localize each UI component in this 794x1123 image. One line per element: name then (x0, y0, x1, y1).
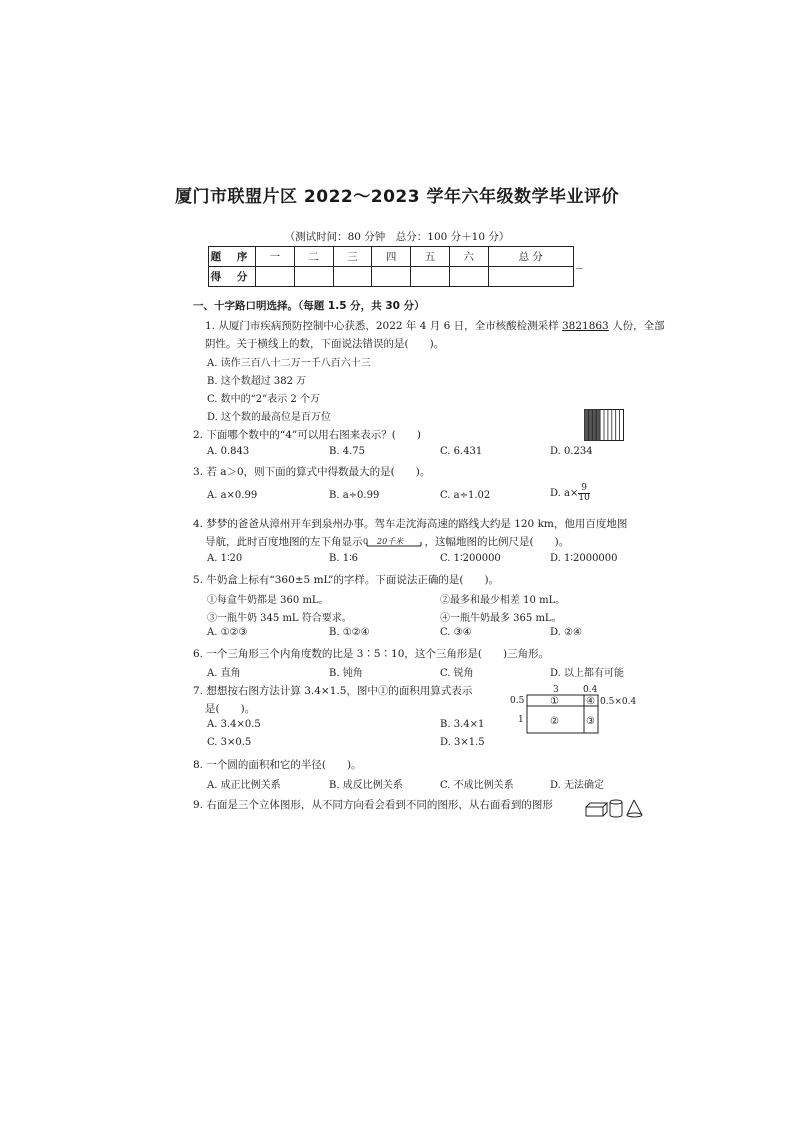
area-model-figure (510, 683, 650, 743)
score-entry-cell[interactable] (449, 267, 488, 287)
cone-shape (627, 800, 642, 817)
option-d[interactable]: D. 1∶2000000 (550, 553, 618, 564)
option-a[interactable]: A. 成正比例关系 (207, 780, 281, 791)
option-a[interactable]: A. a×0.99 (207, 490, 258, 501)
option-c[interactable]: C. 6.431 (440, 446, 483, 457)
option-c[interactable]: C. 1∶200000 (440, 553, 501, 564)
option-c[interactable]: C. 数中的“2”表示 2 个万 (207, 394, 320, 405)
fraction-denominator: 10 (578, 493, 590, 503)
option-a[interactable]: A. 3.4×0.5 (207, 719, 261, 730)
fig-region-3: ③ (586, 716, 595, 727)
question-5-line: 5. 牛奶盒上标有“360±5 mL”的字样。下面说法正确的是( )。 (193, 574, 500, 586)
fig-label-left-bottom: 1 (518, 715, 524, 725)
option-b[interactable]: B. ①②④ (329, 627, 370, 638)
option-d[interactable] (550, 484, 590, 503)
statement-1: ①每盒牛奶都是 360 mL。 (207, 595, 329, 606)
test-info: （测试时间：80 分钟 总分：100 分＋10 分） (284, 231, 510, 243)
fig-region-2: ② (550, 716, 559, 727)
fraction-numerator: 9 (578, 484, 589, 494)
score-column-cell: 五 (411, 247, 450, 267)
option-b[interactable]: B. 3.4×1 (440, 719, 485, 730)
option-d[interactable]: D. 0.234 (550, 446, 593, 457)
question-text: 导航，此时百度地图的左下角显示 (205, 536, 363, 548)
statement-3: ③一瓶牛奶 345 mL 符合要求。 (207, 613, 352, 624)
map-scale-bar (363, 535, 425, 549)
score-table (208, 246, 574, 287)
option-a[interactable]: A. 1∶20 (207, 553, 243, 564)
fig-region-1: ① (550, 696, 559, 707)
fraction (578, 484, 589, 503)
score-entry-cell[interactable] (294, 267, 333, 287)
question-4-line (205, 534, 569, 549)
fig-label-left-top: 0.5 (510, 696, 525, 706)
option-c[interactable]: C. 3×0.5 (207, 737, 252, 748)
score-column-cell: 总 分 (488, 247, 574, 267)
option-d[interactable]: D. ②④ (550, 627, 582, 638)
fig-label-top-left: 3 (553, 685, 559, 695)
scale-zero: 0 (362, 537, 368, 546)
question-7-line: 7. 想想按右图方法计算 3.4×1.5，图中①的面积用算式表示 (193, 685, 473, 697)
tenths-grid-figure (584, 409, 624, 441)
score-entry-cell[interactable] (256, 267, 295, 287)
fig-region-4: ④ (586, 696, 595, 707)
question-8-line: 8. 一个圆的面积和它的半径( )。 (193, 759, 362, 771)
score-column-cell: 六 (449, 247, 488, 267)
score-entry-cell[interactable] (333, 267, 372, 287)
question-1-line: 阴性。关于横线上的数，下面说法错误的是( )。 (205, 338, 445, 350)
page-title: 厦门市联盟片区 2022～2023 学年六年级数学毕业评价 (175, 187, 619, 207)
option-d[interactable]: D. 无法确定 (550, 780, 605, 791)
underlined-number: 3821863 (561, 320, 609, 332)
option-d[interactable]: D. 这个数的最高位是百万位 (207, 412, 332, 423)
scale-label: 20千米 (376, 537, 403, 546)
score-entry-cell[interactable] (488, 267, 574, 287)
cylinder-shape (610, 800, 622, 817)
section-heading: 一、十字路口明选择。（每题 1.5 分，共 30 分） (193, 300, 425, 312)
score-column-cell: 一 (256, 247, 295, 267)
solid-figures (585, 797, 645, 819)
score-table-row (209, 267, 574, 287)
option-a[interactable]: A. 0.843 (207, 446, 250, 457)
score-column-cell: 三 (333, 247, 372, 267)
option-b[interactable]: B. a÷0.99 (329, 490, 380, 501)
question-9-line: 9. 右面是三个立体图形，从不同方向看会看到不同的图形，从右面看到的图形 (193, 799, 553, 811)
question-4-line: 4. 梦梦的爸爸从漳州开车到泉州办事。驾车走沈海高速的路线大约是 120 km，他用百度地图 (193, 518, 628, 530)
score-header-cell: 题 序 (209, 247, 256, 267)
option-b[interactable]: B. 1∶6 (329, 553, 359, 564)
option-text: D. a× (550, 488, 579, 499)
statement-2: ②最多和最少相差 10 mL。 (440, 595, 566, 606)
option-a[interactable]: A. 读作三百八十二万一千八百六十三 (207, 358, 371, 369)
score-column-cell: 四 (372, 247, 411, 267)
option-d[interactable]: D. 3×1.5 (440, 737, 485, 748)
question-1-line (205, 318, 665, 333)
fig-label-top-right: 0.4 (583, 685, 598, 695)
option-c[interactable]: C. 锐角 (440, 668, 474, 679)
score-entry-cell[interactable] (372, 267, 411, 287)
fig-note: 0.5×0.4 (600, 697, 637, 707)
option-b[interactable]: B. 成反比例关系 (329, 780, 403, 791)
cuboid-shape (586, 803, 607, 816)
option-b[interactable]: B. 钝角 (329, 668, 363, 679)
statement-4: ④一瓶牛奶最多 365 mL。 (440, 613, 562, 624)
option-c[interactable]: C. a÷1.02 (440, 490, 491, 501)
score-header-cell: 得 分 (209, 267, 256, 287)
option-a[interactable]: A. 直角 (207, 668, 241, 679)
question-text: 人份，全部 (608, 320, 665, 332)
score-entry-cell[interactable] (411, 267, 450, 287)
option-a[interactable]: A. ①②③ (207, 627, 248, 638)
option-b[interactable]: B. 4.75 (329, 446, 365, 457)
question-text: ，这幅地图的比例尺是( )。 (424, 536, 570, 548)
question-3-line: 3. 若 a＞0，则下面的算式中得数最大的是( )。 (193, 466, 431, 478)
option-d[interactable]: D. 以上都有可能 (550, 668, 625, 679)
option-c[interactable]: C. 不成比例关系 (440, 780, 514, 791)
question-7-line: 是( )。 (205, 703, 256, 715)
option-b[interactable]: B. 这个数超过 382 万 (207, 376, 307, 387)
score-column-cell: 二 (294, 247, 333, 267)
question-2-line: 2. 下面哪个数中的“4”可以用右图来表示？( ) (193, 429, 421, 441)
option-c[interactable]: C. ③④ (440, 627, 472, 638)
question-text: 1. 从厦门市疾病预防控制中心获悉，2022 年 4 月 6 日，全市核酸检测采样 (205, 320, 562, 332)
question-6-line: 6. 一个三角形三个内角度数的比是 3∶5∶10，这个三角形是( )三角形。 (193, 648, 550, 660)
score-table-row (209, 247, 574, 267)
margin-mark (576, 268, 583, 269)
